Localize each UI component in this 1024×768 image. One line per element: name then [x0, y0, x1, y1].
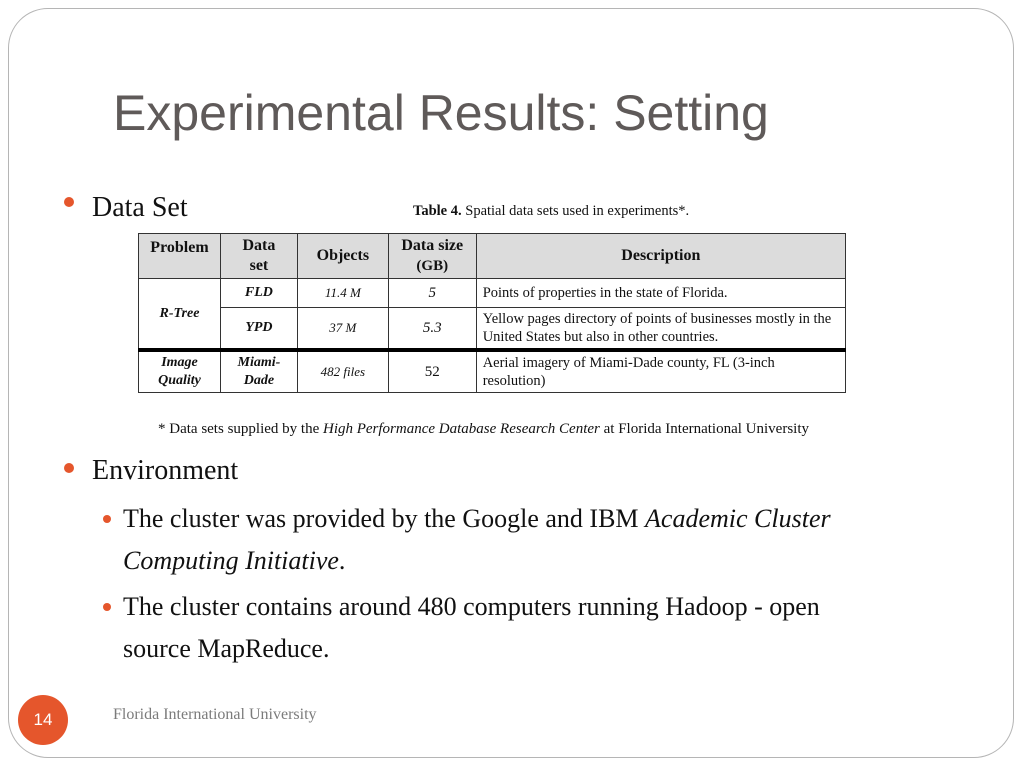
header-description: Description [476, 234, 845, 279]
cell-size: 5 [388, 279, 476, 308]
cell-size: 5.3 [388, 308, 476, 351]
table-caption: Table 4. Spatial data sets used in experiments*. [413, 203, 690, 219]
cell-objects: 11.4 M [297, 279, 388, 308]
data-sets-table [138, 233, 846, 393]
sub-bullet-cluster-provider: The cluster was provided by the Google and IBM Academic Cluster Computing Initiative. [123, 504, 831, 575]
header-objects: Objects [297, 234, 388, 279]
cell-description: Points of properties in the state of Florida. [476, 279, 845, 308]
table-row [139, 279, 846, 308]
table-row [139, 350, 846, 393]
footer-text: Florida International University [113, 706, 317, 723]
sub-bullet-dot [103, 515, 111, 523]
cell-size: 52 [388, 350, 476, 393]
page-number-badge: 14 [18, 695, 68, 745]
table-row [139, 308, 846, 351]
header-dataset: Data set [220, 234, 297, 279]
bullet-environment: Environment [92, 455, 239, 486]
sub-bullet-cluster-size: The cluster contains around 480 computers running Hadoop - open source MapReduce. [123, 592, 820, 663]
table-footnote: * Data sets supplied by the High Performance Database Research Center at Florida International University [158, 421, 809, 437]
cell-dataset: YPD [220, 308, 297, 351]
header-size: Data size (GB) [388, 234, 476, 279]
bullet-data-set: Data Set [92, 192, 188, 223]
cell-dataset: Miami- Dade [220, 350, 297, 393]
cell-description: Aerial imagery of Miami-Dade county, FL (3-inch resolution) [476, 350, 845, 393]
bullet-dot [64, 197, 74, 207]
cell-objects: 482 files [297, 350, 388, 393]
slide-title: Experimental Results: Setting [113, 85, 769, 141]
cell-problem: R-Tree [139, 279, 221, 351]
cell-objects: 37 M [297, 308, 388, 351]
cell-description: Yellow pages directory of points of businesses mostly in the United States but also in other countries. [476, 308, 845, 351]
table-header-row [139, 234, 846, 279]
cell-problem: Image Quality [139, 350, 221, 393]
header-problem: Problem [139, 234, 221, 279]
sub-bullet-dot [103, 603, 111, 611]
cell-dataset: FLD [220, 279, 297, 308]
bullet-dot [64, 463, 74, 473]
